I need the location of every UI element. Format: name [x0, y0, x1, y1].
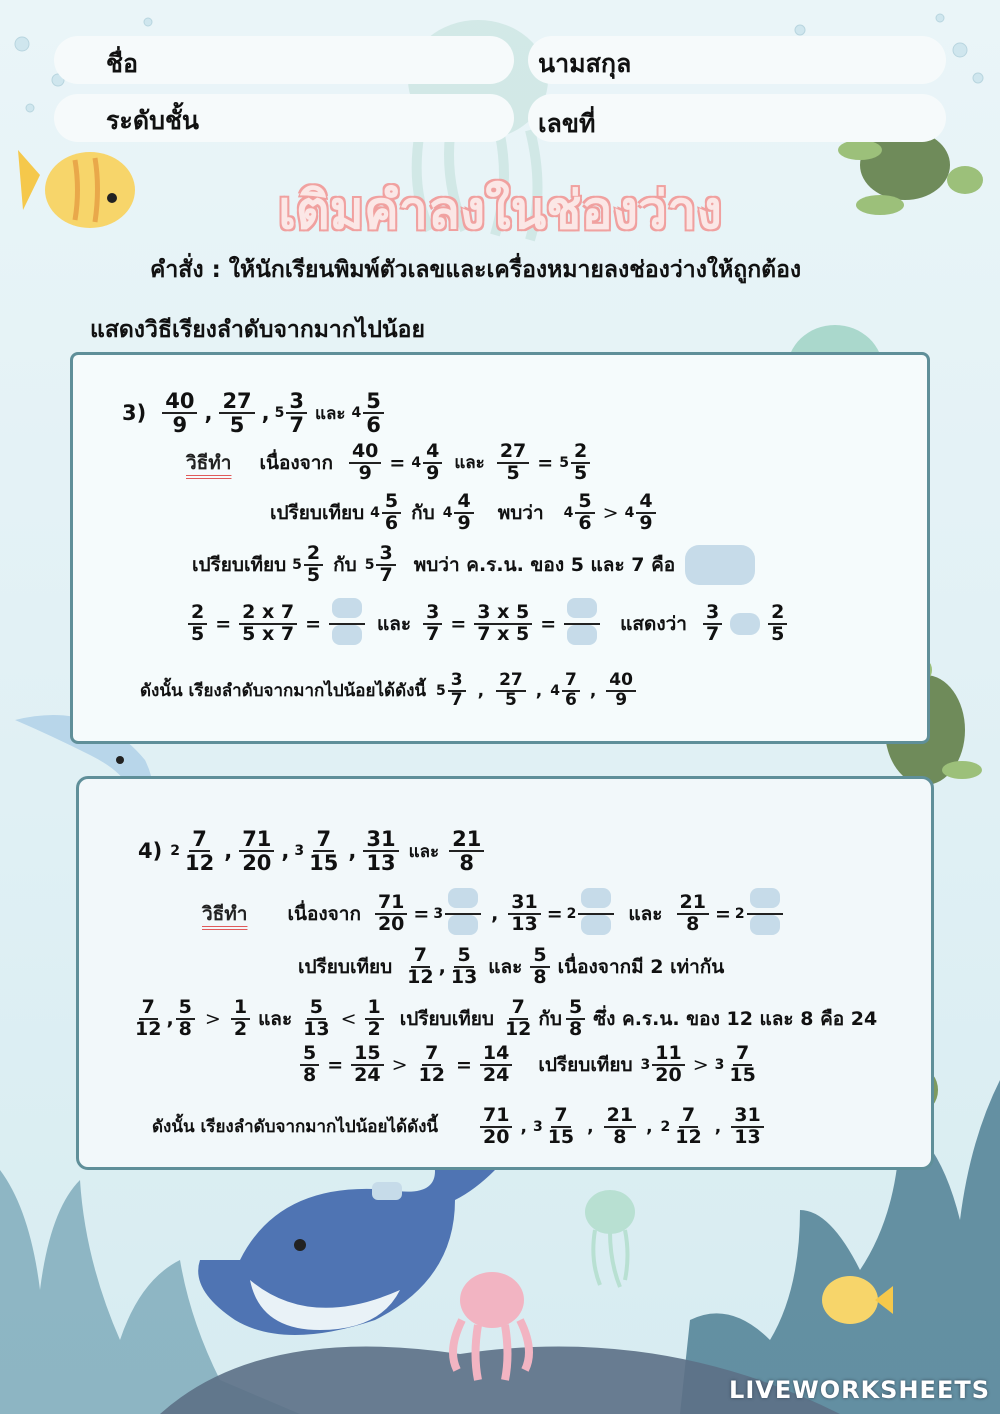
numerator-blank[interactable]	[750, 888, 780, 908]
q3-answer	[140, 672, 638, 710]
denominator: 7	[705, 622, 720, 645]
numerator: 31	[508, 893, 540, 915]
denominator: 5	[306, 563, 321, 586]
denominator: 7	[379, 563, 393, 586]
math-text: >	[204, 1007, 221, 1030]
denominator: 6	[578, 511, 592, 534]
math-text: เนื่องจาก	[259, 451, 333, 474]
denominator: 5 x 7	[242, 622, 295, 645]
fraction	[530, 946, 549, 988]
math-text: ดังนั้น เรียงลำดับจากมากไปน้อยได้ดังนี้	[140, 681, 427, 702]
denominator-blank[interactable]	[448, 915, 478, 935]
denominator: 9	[172, 413, 188, 438]
math-text: 2	[660, 1118, 671, 1135]
math-text: เปรียบเทียบ	[298, 955, 393, 978]
surname-label: นามสกุล	[538, 49, 632, 78]
numerator: 3	[376, 544, 395, 566]
fraction	[652, 1044, 684, 1086]
math-text: ,	[438, 955, 446, 978]
q3-problem	[122, 390, 386, 436]
math-text: >	[692, 1053, 709, 1076]
fraction	[768, 603, 787, 645]
denominator: 5	[573, 461, 588, 484]
numerator: 40	[349, 442, 381, 464]
denominator: 13	[450, 965, 478, 988]
numerator: 3	[286, 390, 307, 414]
denominator-blank[interactable]	[567, 625, 597, 645]
math-text: ,	[535, 680, 543, 701]
math-text: ซึ่ง ค.ร.น. ของ 12 และ 8 คือ 24	[593, 1007, 878, 1030]
numerator: 40	[606, 672, 636, 692]
q4-line3	[130, 998, 877, 1040]
math-text: ,	[224, 839, 233, 864]
fraction	[416, 1044, 448, 1086]
fraction	[219, 390, 254, 436]
fraction	[188, 603, 207, 645]
numerator-blank[interactable]	[581, 888, 611, 908]
denominator: 8	[303, 1063, 317, 1086]
denominator: 8	[533, 965, 547, 988]
math-text: พบว่า	[497, 501, 544, 524]
math-text: =	[413, 902, 430, 925]
fraction	[363, 828, 398, 874]
math-text: =	[327, 1053, 344, 1076]
math-text: เปรียบเทียบ	[270, 501, 365, 524]
fraction	[474, 603, 532, 645]
fraction	[562, 672, 580, 710]
denominator: 12	[407, 965, 434, 988]
blank-fraction	[747, 888, 783, 940]
math-text: 3	[640, 1056, 651, 1073]
denominator	[329, 625, 365, 650]
fraction	[132, 998, 164, 1040]
math-text: >	[391, 1053, 408, 1076]
denominator	[578, 915, 614, 940]
denominator: 2	[367, 1017, 381, 1040]
q4-answer	[152, 1106, 766, 1148]
numerator: 5	[454, 946, 473, 968]
q4-line2	[298, 946, 724, 988]
numerator: 7	[562, 672, 580, 692]
numerator: 4	[454, 492, 473, 514]
denominator: 13	[366, 851, 396, 876]
numerator: 27	[497, 442, 529, 464]
denominator: 12	[675, 1125, 702, 1148]
numerator: 21	[677, 893, 709, 915]
math-text: 4	[563, 504, 574, 521]
numerator-blank[interactable]	[332, 598, 362, 618]
math-text: =	[305, 612, 322, 635]
fraction	[363, 390, 384, 436]
fraction	[231, 998, 250, 1040]
numerator	[578, 888, 614, 915]
denominator	[747, 915, 783, 940]
math-text: 2	[170, 843, 180, 860]
math-text: ,	[587, 1116, 594, 1137]
q4-problem	[138, 828, 486, 874]
denominator: 12	[418, 1063, 445, 1086]
numerator: 2	[768, 603, 787, 625]
math-text: =	[537, 451, 554, 474]
math-text: <	[340, 1007, 357, 1030]
numerator: 5	[566, 998, 585, 1020]
fraction	[508, 893, 540, 935]
denominator: 9	[615, 689, 628, 710]
numerator: 5	[363, 390, 384, 414]
denominator: 6	[384, 511, 399, 534]
math-text: และ	[258, 1007, 293, 1030]
fraction	[454, 492, 473, 534]
numerator: 27	[496, 672, 526, 692]
denominator: 8	[686, 912, 700, 935]
denominator: 20	[242, 851, 272, 876]
denominator: 8	[178, 1017, 192, 1040]
numerator: 27	[219, 390, 254, 414]
math-text: และ	[315, 403, 346, 424]
numerator-blank[interactable]	[448, 888, 478, 908]
q4-line1	[202, 888, 785, 940]
name-label: ชื่อ	[106, 49, 138, 78]
question-number: 3)	[122, 401, 147, 426]
q3-line1	[186, 442, 592, 484]
numerator: 7	[509, 998, 528, 1020]
denominator: 7	[450, 689, 463, 710]
blank-fraction	[445, 888, 481, 940]
fraction	[677, 893, 709, 935]
blank-fraction	[329, 598, 365, 650]
stray-blank[interactable]	[372, 1182, 402, 1200]
denominator: 12	[504, 1017, 532, 1040]
numerator	[747, 888, 783, 915]
math-text: 5	[292, 556, 302, 573]
fraction	[480, 1106, 512, 1148]
fraction	[448, 672, 466, 710]
fraction	[351, 1044, 383, 1086]
grade-label: ระดับชั้น	[106, 106, 200, 135]
denominator: 5	[506, 461, 520, 484]
fraction	[604, 1106, 636, 1148]
math-text: พบว่า ค.ร.น. ของ 5 และ 7 คือ	[413, 553, 676, 576]
math-text: ,	[714, 1116, 722, 1137]
numerator: 31	[731, 1106, 763, 1128]
page-title: เติมคำลงในช่องว่าง	[278, 181, 722, 241]
q3-line3	[192, 544, 755, 586]
q3-line2	[270, 492, 658, 534]
numerator: 15	[351, 1044, 383, 1066]
denominator	[564, 625, 600, 650]
math-text: ,	[348, 839, 357, 864]
fraction	[375, 893, 407, 935]
numerator: 7	[733, 1044, 752, 1066]
q4-line4	[298, 1044, 761, 1086]
math-text: =	[546, 902, 563, 925]
fraction	[162, 390, 197, 436]
numerator: 7	[313, 828, 334, 852]
math-text: กับ	[333, 553, 357, 576]
fraction	[239, 828, 274, 874]
math-text: กับ	[411, 501, 435, 524]
numerator: 3	[423, 603, 442, 625]
numerator: 2	[304, 544, 323, 566]
numerator: 7	[679, 1106, 698, 1128]
numerator: 2	[188, 603, 207, 625]
denominator: 9	[457, 511, 471, 534]
fraction	[636, 492, 655, 534]
math-text: เปรียบเทียบ	[538, 1053, 633, 1076]
denominator: 9	[426, 461, 440, 484]
numerator: 5	[382, 492, 401, 514]
fraction	[306, 828, 341, 874]
numerator: 2 x 7	[239, 603, 297, 625]
jellyfish-small-icon	[585, 1190, 635, 1287]
denominator: 20	[377, 912, 405, 935]
math-text: 3	[294, 843, 305, 860]
numerator: 14	[480, 1044, 512, 1066]
fraction	[286, 390, 307, 436]
denominator: 12	[135, 1017, 162, 1040]
numerator: 4	[423, 442, 442, 464]
fraction	[423, 442, 442, 484]
math-text: =	[714, 902, 731, 925]
fraction	[575, 492, 594, 534]
math-text: 5	[364, 556, 375, 573]
denominator: 5	[505, 689, 517, 710]
numerator: 7	[189, 828, 210, 852]
denominator: 15	[547, 1125, 575, 1148]
denominator: 6	[366, 413, 381, 438]
sign-blank[interactable]	[730, 613, 760, 635]
math-text: 4	[351, 405, 362, 422]
fraction	[182, 828, 217, 874]
math-text: ,	[589, 680, 597, 701]
numerator: 21	[449, 828, 484, 852]
numerator: 7	[422, 1044, 441, 1066]
numerator: 5	[575, 492, 594, 514]
math-text: 3	[532, 1118, 543, 1135]
numerator: 40	[162, 390, 197, 414]
math-text: และ	[628, 902, 663, 925]
denominator: 24	[482, 1063, 510, 1086]
numerator: 2	[571, 442, 590, 464]
math-text: 4	[370, 504, 380, 521]
fraction	[566, 998, 585, 1040]
q3-line4	[186, 598, 789, 650]
math-text: และ	[488, 955, 523, 978]
fraction	[497, 442, 529, 484]
math-text: เนื่องจาก	[287, 902, 361, 925]
denominator: 9	[358, 461, 372, 484]
denominator: 9	[639, 511, 653, 534]
method-label: วิธีทำ	[202, 902, 248, 925]
math-text: 2	[566, 905, 577, 922]
numerator	[445, 888, 481, 915]
numerator: 7	[139, 998, 158, 1020]
denominator: 5	[771, 622, 785, 645]
instruction: คำสั่ง : ให้นักเรียนพิมพ์ตัวเลขและเครื่องหมายลงช่องว่างให้ถูกต้อง	[150, 257, 802, 283]
fraction	[423, 603, 442, 645]
fraction	[176, 998, 195, 1040]
fraction	[731, 1106, 763, 1148]
numerator: 5	[176, 998, 195, 1020]
fraction	[449, 828, 484, 874]
math-text: 4	[411, 454, 422, 471]
fraction	[703, 603, 722, 645]
math-text: >	[602, 501, 619, 524]
question-number: 4)	[138, 839, 163, 864]
denominator: 13	[511, 912, 538, 935]
denominator: 13	[303, 1017, 330, 1040]
denominator: 5	[191, 622, 205, 645]
denominator: 20	[483, 1125, 510, 1148]
math-text: 5	[274, 405, 285, 422]
denominator: 20	[655, 1063, 682, 1086]
math-text: 4	[550, 682, 560, 699]
math-text: ,	[204, 401, 213, 426]
math-text: ,	[646, 1116, 653, 1137]
fraction	[480, 1044, 512, 1086]
denominator: 24	[354, 1063, 381, 1086]
fraction	[606, 672, 636, 710]
denominator: 7 x 5	[477, 622, 530, 645]
numerator: 11	[652, 1044, 684, 1066]
fraction	[304, 544, 323, 586]
fraction	[672, 1106, 704, 1148]
number-label: เลขที่	[538, 109, 596, 138]
numerator: 7	[411, 946, 430, 968]
numerator: 7	[551, 1106, 570, 1128]
denominator: 7	[289, 413, 305, 438]
fraction	[571, 442, 590, 484]
math-text: =	[540, 612, 557, 635]
fraction	[239, 603, 297, 645]
math-text: =	[389, 451, 406, 474]
math-text: ,	[477, 680, 485, 701]
denominator-blank[interactable]	[332, 625, 362, 645]
numerator: 71	[480, 1106, 512, 1128]
brand-logo: LIVEWORKSHEETS	[729, 1376, 990, 1404]
math-text: เปรียบเทียบ	[192, 553, 287, 576]
denominator	[445, 915, 481, 940]
numerator: 31	[363, 828, 398, 852]
fraction	[545, 1106, 577, 1148]
math-text: 4	[624, 504, 635, 521]
math-text: 3	[433, 905, 444, 922]
fraction	[382, 492, 401, 534]
fraction	[502, 998, 534, 1040]
numerator: 71	[239, 828, 274, 852]
math-text: กับ	[538, 1007, 562, 1030]
fraction	[300, 1044, 319, 1086]
numerator: 4	[636, 492, 655, 514]
math-text: ,	[491, 902, 499, 925]
fraction	[300, 998, 332, 1040]
math-text: ,	[166, 1007, 174, 1030]
math-text: เนื่องจากมี 2 เท่ากัน	[557, 955, 725, 978]
numerator: 5	[307, 998, 326, 1020]
math-text: ,	[520, 1116, 527, 1137]
denominator: 8	[459, 851, 475, 876]
math-text: และ	[454, 453, 485, 474]
numerator: 71	[375, 893, 407, 915]
numerator: 1	[231, 998, 250, 1020]
fraction	[496, 672, 526, 710]
denominator: 8	[568, 1017, 583, 1040]
numerator: 3	[448, 672, 466, 692]
denominator: 2	[233, 1017, 248, 1040]
fraction	[376, 544, 395, 586]
denominator: 15	[729, 1063, 756, 1086]
math-text: 4	[442, 504, 453, 521]
denominator: 15	[309, 851, 339, 876]
math-text: และ	[377, 612, 412, 635]
denominator-blank[interactable]	[581, 915, 611, 935]
numerator-blank[interactable]	[567, 598, 597, 618]
math-text: =	[455, 1053, 472, 1076]
denominator: 6	[564, 689, 577, 710]
blank-fraction	[564, 598, 600, 650]
math-text: ,	[281, 839, 290, 864]
fraction	[365, 998, 384, 1040]
math-text: 3	[714, 1056, 725, 1073]
math-text: ดังนั้น เรียงลำดับจากมากไปน้อยได้ดังนี้	[152, 1117, 439, 1138]
math-text: เปรียบเทียบ	[399, 1007, 494, 1030]
math-text: =	[450, 612, 467, 635]
numerator	[329, 598, 365, 625]
blank-fraction	[578, 888, 614, 940]
math-text: ,	[261, 401, 270, 426]
denominator: 8	[613, 1125, 627, 1148]
lcm-answer-blank[interactable]	[685, 545, 755, 585]
math-text: 2	[734, 905, 745, 922]
numerator: 3	[703, 603, 722, 625]
method-label: วิธีทำ	[186, 451, 232, 474]
math-text: 5	[559, 454, 569, 471]
denominator-blank[interactable]	[750, 915, 780, 935]
denominator: 12	[184, 851, 215, 876]
numerator: 3 x 5	[474, 603, 532, 625]
math-text: และ	[408, 841, 440, 862]
denominator: 13	[734, 1125, 761, 1148]
numerator: 21	[604, 1106, 636, 1128]
numerator: 5	[530, 946, 549, 968]
numerator: 1	[365, 998, 384, 1020]
section-heading: แสดงวิธีเรียงลำดับจากมากไปน้อย	[90, 317, 425, 343]
math-text: แสดงว่า	[620, 612, 687, 635]
math-text: =	[215, 612, 232, 635]
fraction	[448, 946, 480, 988]
denominator: 5	[229, 413, 245, 438]
numerator: 5	[300, 1044, 319, 1066]
math-text: 5	[436, 682, 446, 699]
denominator: 7	[426, 622, 440, 645]
fraction	[404, 946, 436, 988]
numerator	[564, 598, 600, 625]
fraction	[349, 442, 381, 484]
fraction	[726, 1044, 758, 1086]
